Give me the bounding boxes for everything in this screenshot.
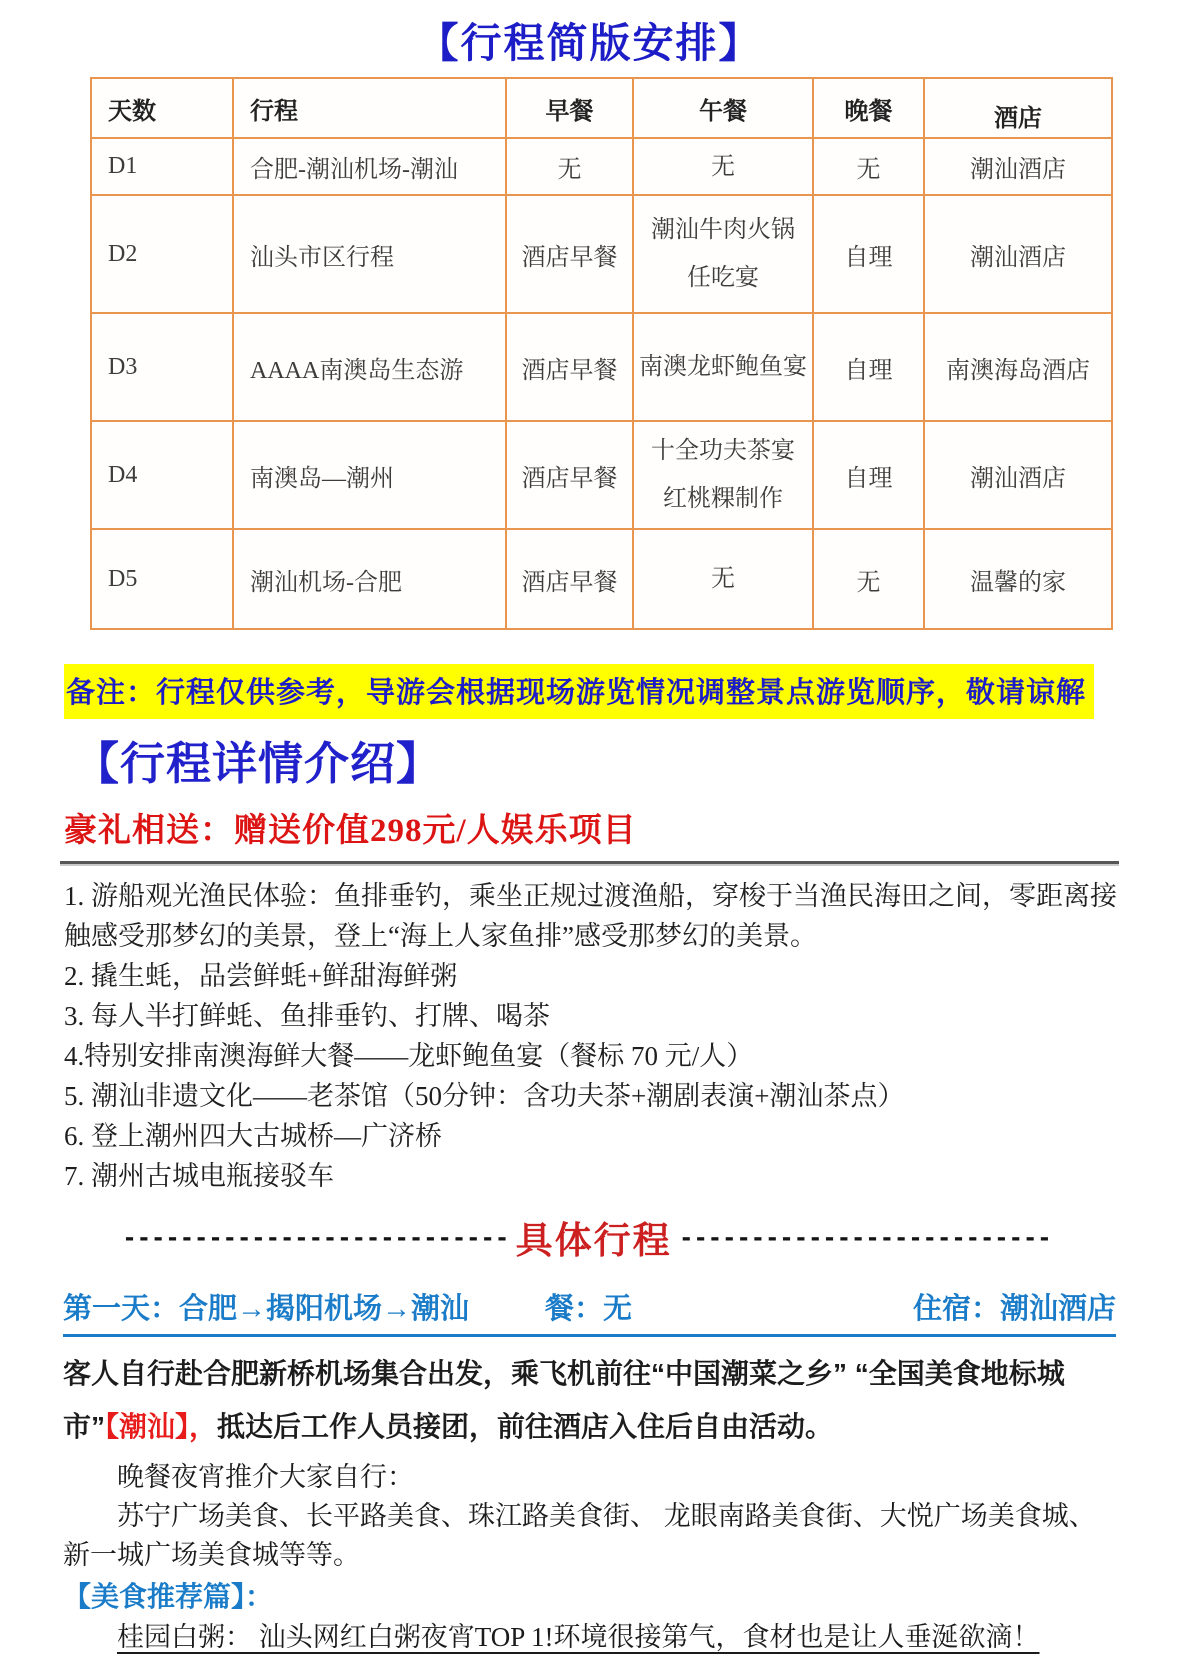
cell-lunch: [633, 195, 813, 313]
food-recommendation-heading: 【美食推荐篇】：: [63, 1581, 274, 1612]
page-title: 【行程简版安排】: [417, 20, 762, 66]
lunch-line: 任吃宴: [687, 265, 759, 291]
table-row: [91, 195, 1112, 313]
cell-day: D5: [91, 529, 233, 629]
supper-streets: 苏宁广场美食、长平路美食、珠江路美食街、 龙眼南路美食街、大悦广场美食城、新一城广场美食城等等。: [63, 1501, 1096, 1570]
cell-breakfast: 酒店早餐: [506, 421, 633, 529]
day1-para-before: 客人自行赴合肥新桥机场集合出发，乘飞机前往“中国潮菜之乡” “全国美食地标城市”: [63, 1358, 1065, 1442]
header-itinerary: 行程: [233, 78, 506, 138]
gift-item: 4.特别安排南澳海鲜大餐——龙虾鲍鱼宴（餐标 70 元/人）: [64, 1041, 754, 1071]
gift-item: 5. 潮汕非遗文化——老茶馆（50分钟：含功夫茶+潮剧表演+潮汕茶点）: [64, 1081, 905, 1111]
cell-dinner: 自理: [813, 421, 924, 529]
cell-dinner: 自理: [813, 195, 924, 313]
day1-para-after: 抵达后工作人员接团，前往酒店入住后自由活动。: [217, 1411, 834, 1442]
details-heading: 【行程详情介绍】: [74, 739, 443, 789]
cell-breakfast: 酒店早餐: [506, 313, 633, 421]
cell-lunch: [633, 138, 813, 195]
cell-breakfast: 无: [506, 138, 633, 195]
day1-stay: 住宿：潮汕酒店: [912, 1293, 1116, 1325]
gift-item: 7. 潮州古城电瓶接驳车: [64, 1161, 334, 1191]
header-day: 天数: [91, 78, 233, 138]
horizontal-rule: [60, 861, 1119, 866]
header-dinner: 晚餐: [813, 78, 924, 138]
day1-meals: 餐：无: [545, 1293, 633, 1325]
header-lunch: 午餐: [633, 78, 813, 138]
cell-dinner: 自理: [813, 313, 924, 421]
cell-day: D1: [91, 138, 233, 195]
cell-lunch: [633, 313, 813, 421]
lunch-line: 潮汕牛肉火锅: [651, 217, 795, 243]
day1-para-highlight: 【潮汕】，: [105, 1411, 218, 1442]
table-header-row: [91, 78, 1112, 138]
food-recommendation-item: [63, 1617, 1116, 1657]
gift-item: 1. 游船观光渔民体验：鱼排垂钓，乘坐正规过渡渔船，穿梭于当渔民海田之间，零距离接触感受那梦幻的美景，登上“海上人家鱼排”感受那梦幻的美景。: [64, 881, 1117, 951]
supper-intro: 晚餐夜宵推介大家自行：: [117, 1462, 414, 1492]
gift-item: 6. 登上潮州四大古城桥—广济桥: [64, 1121, 442, 1151]
header-hotel: 酒店: [924, 78, 1112, 138]
day1-paragraph: [63, 1347, 1119, 1453]
table-row: [91, 138, 1112, 195]
lunch-line: 无: [711, 566, 735, 592]
cell-day: D3: [91, 313, 233, 421]
cell-hotel: 潮汕酒店: [924, 195, 1112, 313]
cell-itinerary: 汕头市区行程: [233, 195, 506, 313]
lunch-line: 无: [711, 153, 735, 180]
lunch-line: 南澳龙虾鲍鱼宴: [639, 354, 807, 380]
cell-hotel: 潮汕酒店: [924, 138, 1112, 195]
cell-hotel: 温馨的家: [924, 529, 1112, 629]
header-breakfast: 早餐: [506, 78, 633, 138]
cell-itinerary: AAAA南澳岛生态游: [233, 313, 506, 421]
cell-day: D2: [91, 195, 233, 313]
cell-day: D4: [91, 421, 233, 529]
schedule-table: [90, 77, 1113, 630]
cell-itinerary: 潮汕机场-合肥: [233, 529, 506, 629]
table-row: [91, 529, 1112, 629]
table-row: [91, 421, 1112, 529]
cell-itinerary: 南澳岛—潮州: [233, 421, 506, 529]
lunch-line: 十全功夫茶宴: [651, 438, 795, 464]
divider-label: 具体行程: [515, 1220, 672, 1261]
table-row: [91, 313, 1112, 421]
cell-lunch: [633, 421, 813, 529]
section-divider: [0, 1210, 1179, 1264]
cell-lunch: [633, 529, 813, 629]
cell-itinerary: 合肥-潮汕机场-潮汕: [233, 138, 506, 195]
cell-dinner: 无: [813, 138, 924, 195]
lunch-line: 红桃粿制作: [663, 486, 783, 512]
cell-hotel: 南澳海岛酒店: [924, 313, 1112, 421]
cell-breakfast: 酒店早餐: [506, 195, 633, 313]
cell-dinner: 无: [813, 529, 924, 629]
divider-dashes-left: ---------------------------: [124, 1221, 512, 1252]
gift-item: 2. 撬生蚝，品尝鲜蚝+鲜甜海鲜粥: [64, 961, 458, 991]
food-item-text: 桂园白粥： 汕头网红白粥夜宵TOP 1!环境很接第气，食材也是让人垂涎欲滴！: [117, 1622, 1040, 1652]
cell-breakfast: 酒店早餐: [506, 529, 633, 629]
divider-dashes-right: --------------------------: [681, 1221, 1055, 1252]
day1-route: 第一天：合肥→揭阳机场→潮汕: [63, 1293, 470, 1325]
gift-line: 豪礼相送：赠送价值298元/人娱乐项目: [64, 813, 637, 849]
gift-list: [64, 876, 1121, 1196]
gift-item: 3. 每人半打鲜蚝、鱼排垂钓、打牌、喝茶: [64, 1001, 550, 1031]
day1-heading: [63, 1286, 1116, 1337]
reminder-note: 备注：行程仅供参考，导游会根据现场游览情况调整景点游览顺序，敬请谅解: [64, 664, 1094, 719]
cell-hotel: 潮汕酒店: [924, 421, 1112, 529]
